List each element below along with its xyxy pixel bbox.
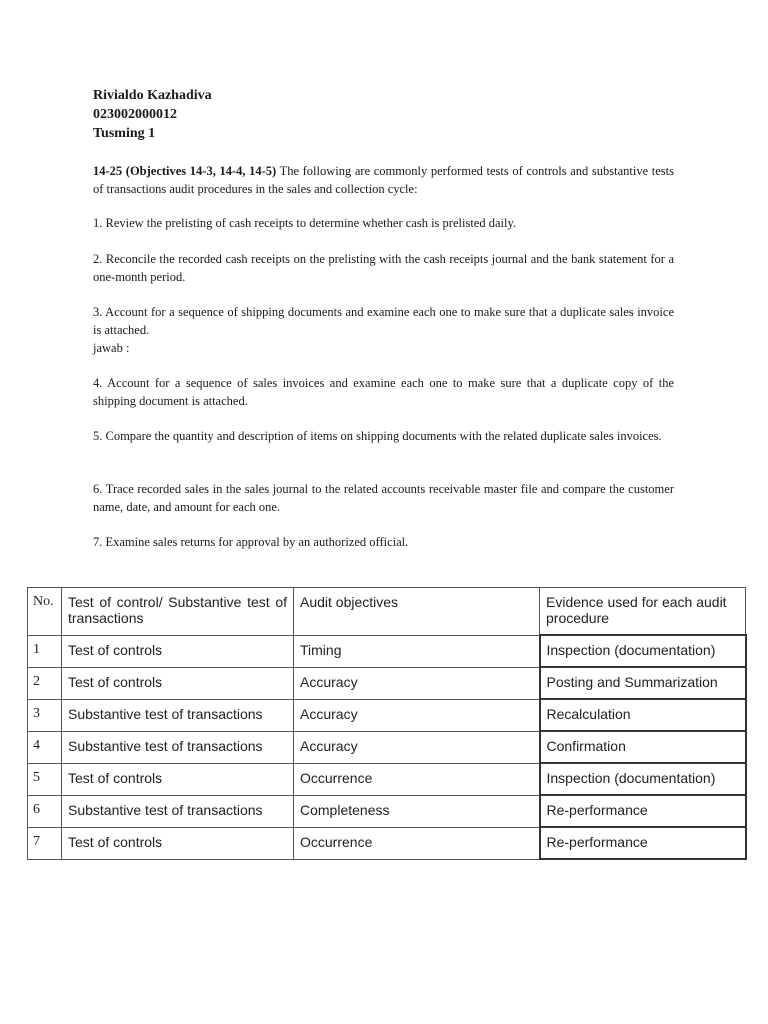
row-test-type: Test of controls xyxy=(62,667,294,699)
row-evidence: Confirmation xyxy=(540,731,746,763)
row-audit-objective: Occurrence xyxy=(294,827,540,859)
row-audit-objective: Accuracy xyxy=(294,667,540,699)
header-evidence: Evidence used for each audit procedure xyxy=(540,588,746,636)
row-no: 4 xyxy=(28,731,62,763)
row-evidence: Recalculation xyxy=(540,699,746,731)
table-row xyxy=(28,731,746,763)
question-label: 14-25 (Objectives 14-3, 14-4, 14-5) xyxy=(93,164,277,178)
table-row xyxy=(28,699,746,731)
row-no: 7 xyxy=(28,827,62,859)
procedure-7: 7. Examine sales returns for approval by an authorized official. xyxy=(93,535,409,549)
row-evidence: Posting and Summarization xyxy=(540,667,746,699)
table-row xyxy=(28,635,746,667)
table-row xyxy=(28,667,746,699)
procedure-5: 5. Compare the quantity and description of items on shipping documents with the related duplicate sales invoices. xyxy=(93,429,662,443)
procedure-2: 2. Reconcile the recorded cash receipts on the prelisting with the cash receipts journal and the bank statement for a one-month period. xyxy=(93,252,674,284)
row-audit-objective: Timing xyxy=(294,635,540,667)
author-name: Rivialdo Kazhadiva xyxy=(93,88,212,103)
header-no: No. xyxy=(28,588,62,636)
row-evidence: Re-performance xyxy=(540,795,746,827)
row-audit-objective: Accuracy xyxy=(294,731,540,763)
table-row xyxy=(28,795,746,827)
table-row xyxy=(28,827,746,859)
procedure-6: 6. Trace recorded sales in the sales journal to the related accounts receivable master file and compare the customer name, date, and amount for each one. xyxy=(93,482,674,514)
audit-table xyxy=(27,587,747,860)
question-intro xyxy=(93,163,674,198)
question-text: The following are commonly performed tests of controls and substantive tests of transactions audit procedures in the sales and collection cycle: xyxy=(93,164,674,196)
row-no: 3 xyxy=(28,699,62,731)
row-test-type: Substantive test of transactions xyxy=(62,699,294,731)
answer-label: jawab : xyxy=(93,341,130,355)
row-no: 6 xyxy=(28,795,62,827)
row-test-type: Test of controls xyxy=(62,827,294,859)
row-test-type: Test of controls xyxy=(62,763,294,795)
row-test-type: Substantive test of transactions xyxy=(62,731,294,763)
row-test-type: Test of controls xyxy=(62,635,294,667)
procedure-4: 4. Account for a sequence of sales invoices and examine each one to make sure that a duplicate copy of the shipping document is attached. xyxy=(93,376,674,408)
procedure-3: 3. Account for a sequence of shipping documents and examine each one to make sure that a duplicate sales invoice is attached. xyxy=(93,305,674,337)
row-evidence: Re-performance xyxy=(540,827,746,859)
assignment-title: Tusming 1 xyxy=(93,126,156,141)
row-no: 2 xyxy=(28,667,62,699)
procedure-1: 1. Review the prelisting of cash receipts to determine whether cash is prelisted daily. xyxy=(93,216,517,230)
table-header-row xyxy=(28,588,746,636)
row-audit-objective: Accuracy xyxy=(294,699,540,731)
row-test-type: Substantive test of transactions xyxy=(62,795,294,827)
document-header xyxy=(93,86,212,143)
header-audit-objectives: Audit objectives xyxy=(294,588,540,636)
row-audit-objective: Occurrence xyxy=(294,763,540,795)
row-no: 1 xyxy=(28,635,62,667)
row-audit-objective: Completeness xyxy=(294,795,540,827)
table-row xyxy=(28,763,746,795)
row-evidence: Inspection (documentation) xyxy=(540,635,746,667)
header-test-type: Test of control/ Substantive test of transactions xyxy=(62,588,294,636)
student-id: 023002000012 xyxy=(93,107,177,122)
row-evidence: Inspection (documentation) xyxy=(540,763,746,795)
row-no: 5 xyxy=(28,763,62,795)
